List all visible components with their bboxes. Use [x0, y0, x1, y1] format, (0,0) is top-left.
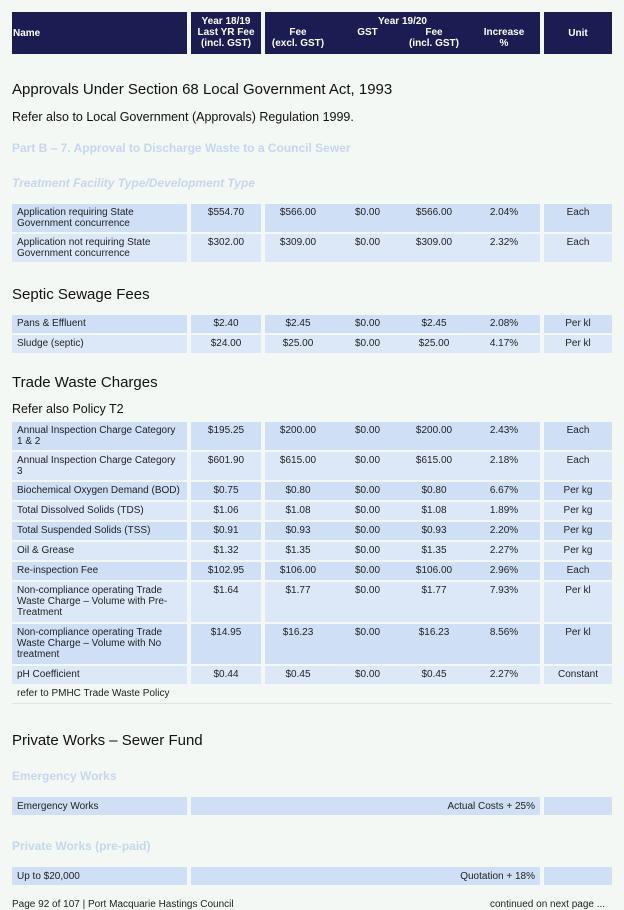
table-cell-incl: $1.08 [421, 505, 447, 516]
section-title-private-works: Private Works – Sewer Fund [12, 732, 203, 749]
prepaid-works-heading: Private Works (pre-paid) [12, 839, 151, 853]
table-cell-excl: $25.00 [282, 338, 314, 349]
table-cell-name: Non-compliance operating Trade Waste Charge – Volume with No treatment [17, 627, 163, 660]
part-b-heading: Part B – 7. Approval to Discharge Waste to a Council Sewer [12, 141, 351, 155]
section-title-approvals: Approvals Under Section 68 Local Government Act, 1993 [12, 81, 393, 98]
table-cell-excl: $615.00 [279, 455, 317, 466]
table-cell-unit: Per kg [563, 525, 593, 536]
prepaid-unit-cell [544, 867, 612, 885]
column-header-name [12, 12, 187, 54]
table-cell-unit: Each [566, 565, 590, 576]
table-cell-excl: $0.80 [285, 485, 311, 496]
table-cell-gst: $0.00 [354, 237, 381, 248]
table-cell-excl: $0.45 [285, 669, 311, 680]
table-cell-unit: Per kg [563, 505, 593, 516]
table-cell-gst: $0.00 [354, 485, 381, 496]
header-unit: Unit [568, 28, 588, 39]
header-fee-incl: Fee [425, 27, 443, 38]
header-name-label: Name [13, 28, 41, 39]
table-cell-inc: 2.18% [489, 455, 519, 466]
table-cell-unit: Each [566, 207, 590, 218]
header-year-curr: Year 19/20 [378, 16, 427, 27]
table-cell-inc: 2.96% [489, 565, 519, 576]
table-cell-incl: $566.00 [415, 207, 453, 218]
prepaid-name-cell [12, 867, 187, 885]
emergency-works-unit-cell [544, 797, 612, 815]
table-cell-name: Annual Inspection Charge Category 1 & 2 [17, 425, 176, 447]
column-header-unit [544, 12, 612, 54]
table-cell-unit: Each [566, 455, 590, 466]
table-cell-gst: $0.00 [354, 669, 381, 680]
table-cell-gst: $0.00 [354, 338, 381, 349]
section-divider [12, 703, 612, 704]
trade-waste-note: refer to PMHC Trade Waste Policy [17, 688, 170, 699]
table-cell-incl: $309.00 [415, 237, 453, 248]
table-cell-excl: $1.77 [285, 585, 311, 596]
table-cell-excl: $106.00 [279, 565, 317, 576]
table-cell-unit: Per kg [563, 485, 593, 496]
table-cell-last: $601.90 [207, 455, 245, 466]
table-cell-inc: 4.17% [489, 338, 519, 349]
table-cell-incl: $25.00 [418, 338, 450, 349]
table-cell-inc: 2.04% [489, 207, 519, 218]
table-cell-inc: 6.67% [489, 485, 519, 496]
table-cell-inc: 2.32% [489, 237, 519, 248]
table-cell-inc: 2.27% [489, 545, 519, 556]
column-header-current-year [265, 12, 540, 54]
header-incl-gst: (incl. GST) [201, 38, 251, 49]
table-cell-name: Annual Inspection Charge Category 3 [17, 455, 176, 477]
table-cell-gst: $0.00 [354, 565, 381, 576]
emergency-works-name-cell [12, 797, 187, 815]
table-cell-inc: 2.08% [489, 318, 519, 329]
table-cell-unit: Constant [557, 669, 599, 680]
approvals-refer-text: Refer also to Local Government (Approvals) Regulation 1999. [12, 110, 354, 124]
table-cell-excl: $309.00 [279, 237, 317, 248]
table-cell-excl: $2.45 [285, 318, 311, 329]
footer-page-info: Page 92 of 107 | Port Macquarie Hastings Council [12, 899, 234, 910]
table-cell-unit: Per kl [565, 318, 591, 329]
table-cell-name: Total Suspended Solids (TSS) [17, 525, 151, 536]
header-incl-gst-2: (incl. GST) [409, 38, 459, 49]
table-cell-unit: Per kl [565, 627, 591, 638]
table-cell-name: Re-inspection Fee [17, 565, 99, 576]
table-cell-incl: $16.23 [418, 627, 450, 638]
table-cell-inc: 2.20% [489, 525, 519, 536]
prepaid-name: Up to $20,000 [17, 871, 80, 882]
table-cell-gst: $0.00 [354, 318, 381, 329]
table-cell-last: $14.95 [210, 627, 242, 638]
table-cell-incl: $0.45 [421, 669, 447, 680]
table-cell-last: $1.32 [213, 545, 239, 556]
table-cell-last: $0.91 [213, 525, 239, 536]
table-cell-incl: $200.00 [415, 425, 453, 436]
header-year-prev: Year 18/19 [201, 16, 251, 27]
table-cell-gst: $0.00 [354, 505, 381, 516]
footer-continued: continued on next page ... [490, 899, 606, 910]
column-header-last-year [191, 12, 261, 54]
table-cell-gst: $0.00 [354, 525, 381, 536]
table-cell-name: Biochemical Oxygen Demand (BOD) [17, 485, 180, 496]
table-cell-last: $302.00 [207, 237, 245, 248]
table-cell-inc: 1.89% [489, 505, 519, 516]
table-cell-unit: Each [566, 237, 590, 248]
emergency-works-value: Actual Costs + 25% [447, 801, 535, 812]
prepaid-value: Quotation + 18% [460, 871, 535, 882]
header-gst: GST [357, 27, 378, 38]
table-cell-incl: $1.77 [421, 585, 447, 596]
table-cell-gst: $0.00 [354, 455, 381, 466]
table-cell-last: $1.64 [213, 585, 239, 596]
header-increase: Increase [483, 27, 525, 38]
table-cell-unit: Per kg [563, 545, 593, 556]
table-cell-excl: $16.23 [282, 627, 314, 638]
table-cell-last: $0.44 [213, 669, 239, 680]
table-cell-incl: $2.45 [421, 318, 447, 329]
table-cell-incl: $0.80 [421, 485, 447, 496]
treatment-heading: Treatment Facility Type/Development Type [12, 176, 255, 190]
table-cell-last: $0.75 [213, 485, 239, 496]
table-cell-excl: $1.35 [285, 545, 311, 556]
table-cell-gst: $0.00 [354, 207, 381, 218]
table-cell-gst: $0.00 [354, 545, 381, 556]
header-fee-excl: Fee [289, 27, 307, 38]
table-cell-name: Non-compliance operating Trade Waste Charge – Volume with Pre-Treatment [17, 585, 168, 618]
table-cell-name: Application not requiring State Government concurrence [17, 237, 151, 259]
table-cell-last: $2.40 [213, 318, 239, 329]
header-excl-gst: (excl. GST) [271, 38, 325, 49]
emergency-works-name: Emergency Works [17, 801, 99, 812]
section-title-trade-waste: Trade Waste Charges [12, 374, 158, 391]
table-cell-incl: $106.00 [415, 565, 453, 576]
table-cell-gst: $0.00 [354, 425, 381, 436]
table-cell-incl: $1.35 [421, 545, 447, 556]
table-cell-last: $24.00 [210, 338, 242, 349]
table-cell-excl: $1.08 [285, 505, 311, 516]
table-cell-incl: $0.93 [421, 525, 447, 536]
prepaid-value-cell [191, 867, 540, 885]
table-cell-name: pH Coefficient [17, 669, 80, 680]
table-cell-inc: 2.27% [489, 669, 519, 680]
table-cell-excl: $200.00 [279, 425, 317, 436]
header-percent: % [499, 38, 509, 49]
table-cell-inc: 8.56% [489, 627, 519, 638]
section-title-septic: Septic Sewage Fees [12, 286, 150, 303]
table-cell-last: $102.95 [207, 565, 245, 576]
table-cell-gst: $0.00 [354, 627, 381, 638]
table-cell-excl: $0.93 [285, 525, 311, 536]
table-cell-unit: Per kl [565, 585, 591, 596]
table-cell-last: $195.25 [207, 425, 245, 436]
table-cell-name: Total Dissolved Solids (TDS) [17, 505, 144, 516]
table-cell-name: Sludge (septic) [17, 338, 84, 349]
table-cell-name: Application requiring State Government concurrence [17, 207, 134, 229]
table-cell-name: Pans & Effluent [17, 318, 86, 329]
table-cell-unit: Per kl [565, 338, 591, 349]
table-cell-last: $554.70 [207, 207, 245, 218]
table-cell-excl: $566.00 [279, 207, 317, 218]
emergency-works-value-cell [191, 797, 540, 815]
table-cell-last: $1.06 [213, 505, 239, 516]
trade-refer-text: Refer also Policy T2 [12, 402, 124, 416]
table-cell-gst: $0.00 [354, 585, 381, 596]
table-cell-name: Oil & Grease [17, 545, 75, 556]
emergency-works-heading: Emergency Works [12, 769, 117, 783]
table-cell-inc: 7.93% [489, 585, 519, 596]
table-cell-unit: Each [566, 425, 590, 436]
table-cell-incl: $615.00 [415, 455, 453, 466]
table-cell-inc: 2.43% [489, 425, 519, 436]
header-last-yr-fee: Last YR Fee [197, 27, 255, 38]
